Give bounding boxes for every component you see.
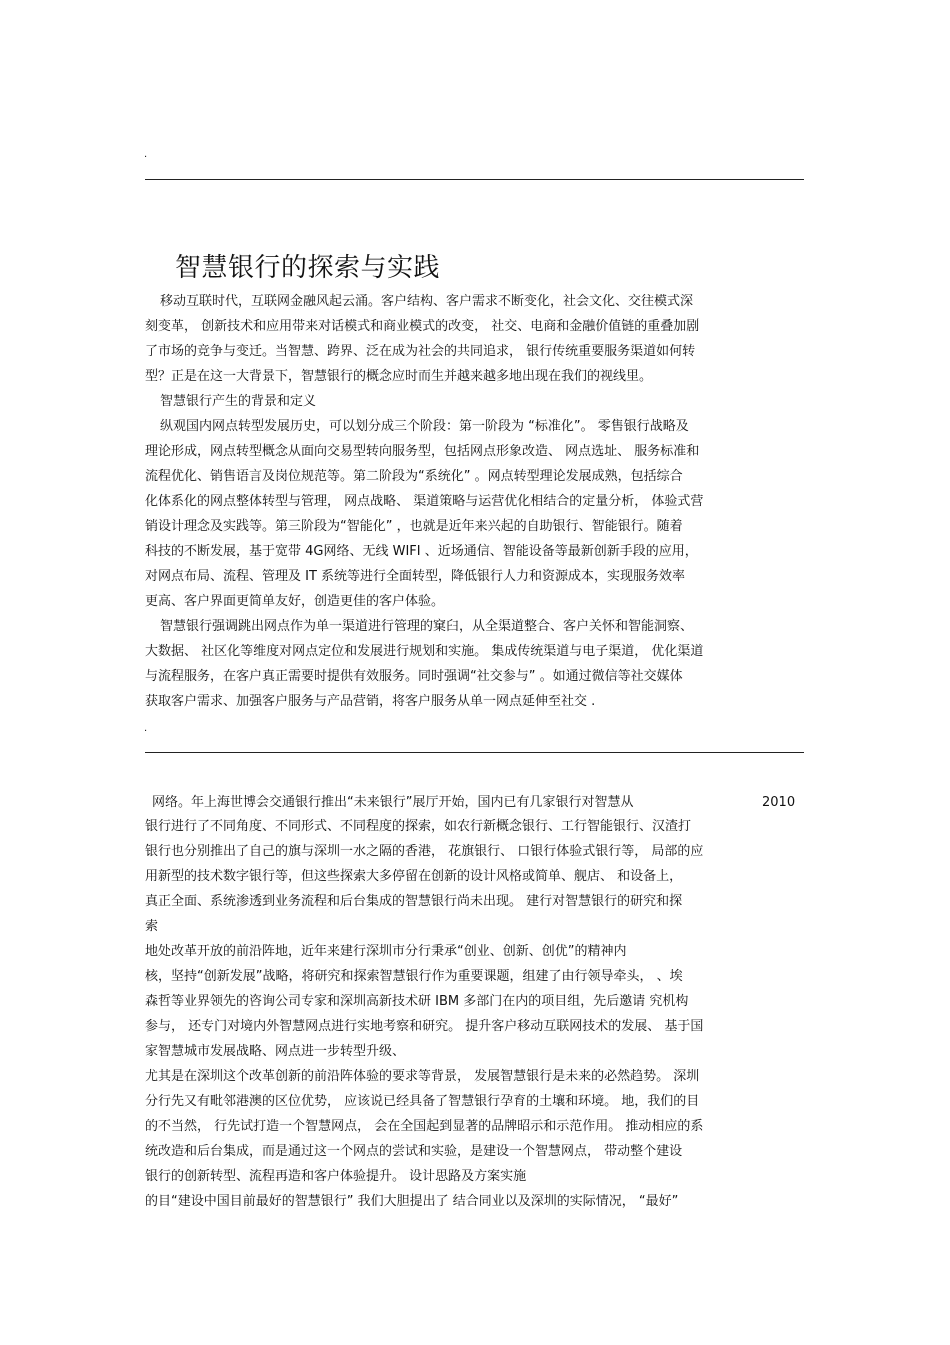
text-line: 的目“建设中国目前最好的智慧银行” 我们大胆提出了 结合同业以及深圳的实际情况， “最好” (145, 1194, 679, 1209)
text-line: 智慧银行产生的背景和定义 (160, 394, 317, 409)
text-line: 银行也分别推出了自己的旗与深圳一水之隔的香港， 花旗银行、 口银行体验式银行等， 局部的应 (145, 844, 704, 859)
text-line: 2010 (762, 795, 796, 810)
text-line: 参与， 还专门对境内外智慧网点进行实地考察和研究。 提升客户移动互联网技术的发展、 基于国 (145, 1019, 704, 1034)
text-line: 银行进行了不同角度、不同形式、不同程度的探索，如农行新概念银行、工行智能银行、汉渣打 (145, 819, 692, 834)
mid-divider (145, 752, 804, 753)
text-line: 化体系化的网点整体转型与管理， 网点战略、 渠道策略与运营优化相结合的定量分析， 体验式营 (145, 494, 704, 509)
text-line: 的不当然， 行先试打造一个智慧网点， 会在全国起到显著的品牌昭示和示范作用。 推动相应的系 (145, 1119, 704, 1134)
text-line: 统改造和后台集成，而是通过这一个网点的尝试和实验，是建设一个智慧网点， 带动整个建设 (145, 1144, 683, 1159)
text-line: 更高、客户界面更简单友好，创造更佳的客户体验。 (145, 594, 445, 609)
text-line: 家智慧城市发展战略、网点进一步转型升级、 (145, 1044, 406, 1059)
text-line: 网络。年上海世博会交通银行推出“未来银行”展厅开始，国内已有几家银行对智慧从 (152, 795, 634, 810)
text-line: 型？正是在这一大背景下，智慧银行的概念应时而生并越来越多地出现在我们的视线里。 (145, 369, 653, 384)
text-line: 理论形成，网点转型概念从面向交易型转向服务型，包括网点形象改造、 网点选址、 服务标准和 (145, 444, 700, 459)
text-line: 与流程服务，在客户真正需要时提供有效服务。同时强调“社交参与” 。如通过微信等社交媒体 (145, 669, 683, 684)
text-line: 森哲等业界领先的咨询公司专家和深圳高新技术研 IBM 多部门在内的项目组，先后邀请 究机构 (145, 994, 689, 1009)
text-line: 核，坚持“创新发展”战略，将研究和探索智慧银行作为重要课题，组建了由行领导牵头， 、埃 (145, 969, 683, 984)
text-line: 真正全面、系统渗透到业务流程和后台集成的智慧银行尚未出现。 建行对智慧银行的研究和探 (145, 894, 683, 909)
top-divider (145, 179, 804, 180)
text-line: 了市场的竞争与变迁。当智慧、跨界、泛在成为社会的共同追求， 银行传统重要服务渠道如何转 (145, 344, 696, 359)
text-line: 获取客户需求、加强客户服务与产品营销，将客户服务从单一网点延伸至社交 . (145, 694, 596, 709)
text-line: 科技的不断发展，基于宽带 4G网络、无线 WIFI 、近场通信、智能设备等最新创新手段的应用， (145, 544, 698, 559)
text-line: 对网点布局、流程、管理及 IT 系统等进行全面转型，降低银行人力和资源成本，实现服务效率 (145, 569, 686, 584)
text-line: 智慧银行强调跳出网点作为单一渠道进行管理的窠臼，从全渠道整合、客户关怀和智能洞察、 (160, 619, 694, 634)
page-title: 智慧银行的探索与实践 (175, 253, 441, 283)
text-line: 销设计理念及实践等。第三阶段为“智能化” ，也就是近年来兴起的自助银行、智能银行。随着 (145, 519, 683, 534)
text-line: 银行的创新转型、流程再造和客户体验提升。 设计思路及方案实施 (145, 1169, 527, 1184)
text-line: 移动互联时代，互联网金融风起云涌。客户结构、客户需求不断变化，社会文化、交往模式深 (160, 294, 694, 309)
text-line: 纵观国内网点转型发展历史，可以划分成三个阶段：第一阶段为 “标准化”。 零售银行战略及 (160, 419, 689, 434)
text-line: 分行先又有毗邻港澳的区位优势， 应该说已经具备了智慧银行孕育的土壤和环境。 地，我们的目 (145, 1094, 700, 1109)
text-line: 尤其是在深圳这个改革创新的前沿阵体验的要求等背景， 发展智慧银行是未来的必然趋势。 深圳 (145, 1069, 700, 1084)
text-line: 刻变革， 创新技术和应用带来对话模式和商业模式的改变， 社交、电商和金融价值链的重叠加剧 (145, 319, 700, 334)
top-mark: . (144, 149, 148, 160)
text-line: 流程优化、销售语言及岗位规范等。第二阶段为“系统化” 。网点转型理论发展成熟，包括综合 (145, 469, 683, 484)
text-line: 索 (145, 919, 159, 934)
mid-mark: . (144, 723, 148, 734)
text-line: 大数据、 社区化等维度对网点定位和发展进行规划和实施。 集成传统渠道与电子渠道， 优化渠道 (145, 644, 704, 659)
text-line: 用新型的技术数字银行等，但这些探索大多停留在创新的设计风格或简单、舰店、 和设备上， (145, 869, 683, 884)
text-line: 地处改革开放的前沿阵地，近年来建行深圳市分行秉承“创业、创新、创优”的精神内 (145, 944, 627, 959)
